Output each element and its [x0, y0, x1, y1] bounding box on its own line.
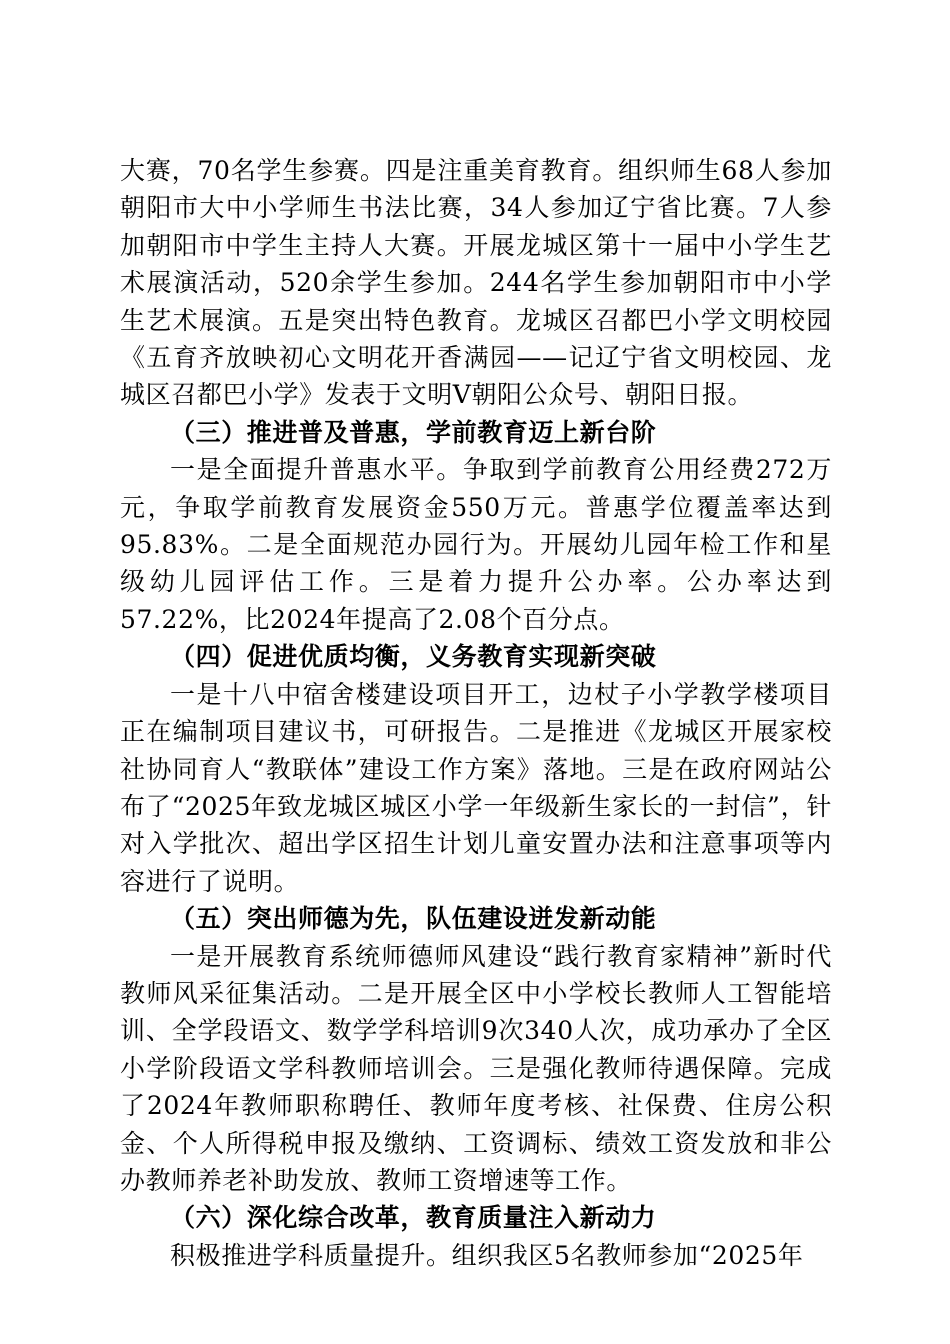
body-paragraph: 积极推进学科质量提升。组织我区5名教师参加“2025年 [170, 1240, 804, 1270]
body-paragraph: 一是十八中宿舍楼建设项目开工，边杖子小学教学楼项目正在编制项目建议书，可研报告。二是推进《龙城区开展家校社协同育人“教联体”建设工作方案》落地。三是在政府网站公布了“2025年致龙城区城区小学一年级新生家长的一封信”，针对入学批次、超出学区招生计划儿童安置办法和注意事项等内容进行了说明。 [120, 679, 832, 896]
section-heading: （六）深化综合改革，教育质量注入新动力 [170, 1203, 657, 1233]
section-heading: （五）突出师德为先，队伍建设迸发新动能 [170, 904, 657, 934]
section-heading: （三）推进普及普惠，学前教育迈上新台阶 [170, 417, 657, 447]
document-body [120, 152, 832, 1274]
body-paragraph: 一是全面提升普惠水平。争取到学前教育公用经费272万元，争取学前教育发展资金550万元。普惠学位覆盖率达到95.83%。二是全面规范办园行为。开展幼儿园年检工作和星级幼儿园评估工作。三是着力提升公办率。公办率达到57.22%，比2024年提高了2.08个百分点。 [120, 455, 832, 634]
body-paragraph: 大赛，70名学生参赛。四是注重美育教育。组织师生68人参加朝阳市大中小学师生书法比赛，34人参加辽宁省比赛。7人参加朝阳市中学生主持人大赛。开展龙城区第十一届中小学生艺术展演活动，520余学生参加。244名学生参加朝阳市中小学生艺术展演。五是突出特色教育。龙城区召都巴小学文明校园《五育齐放映初心文明花开香满园——记辽宁省文明校园、龙城区召都巴小学》发表于文明V朝阳公众号、朝阳日报。 [120, 156, 832, 410]
section-heading: （四）促进优质均衡，义务教育实现新突破 [170, 642, 657, 672]
body-paragraph: 一是开展教育系统师德师风建设“践行教育家精神”新时代教师风采征集活动。二是开展全区中小学校长教师人工智能培训、全学段语文、数学学科培训9次340人次，成功承办了全区小学阶段语文学科教师培训会。三是强化教师待遇保障。完成了2024年教师职称聘任、教师年度考核、社保费、住房公积金、个人所得税申报及缴纳、工资调标、绩效工资发放和非公办教师养老补助发放、教师工资增速等工作。 [120, 941, 832, 1195]
